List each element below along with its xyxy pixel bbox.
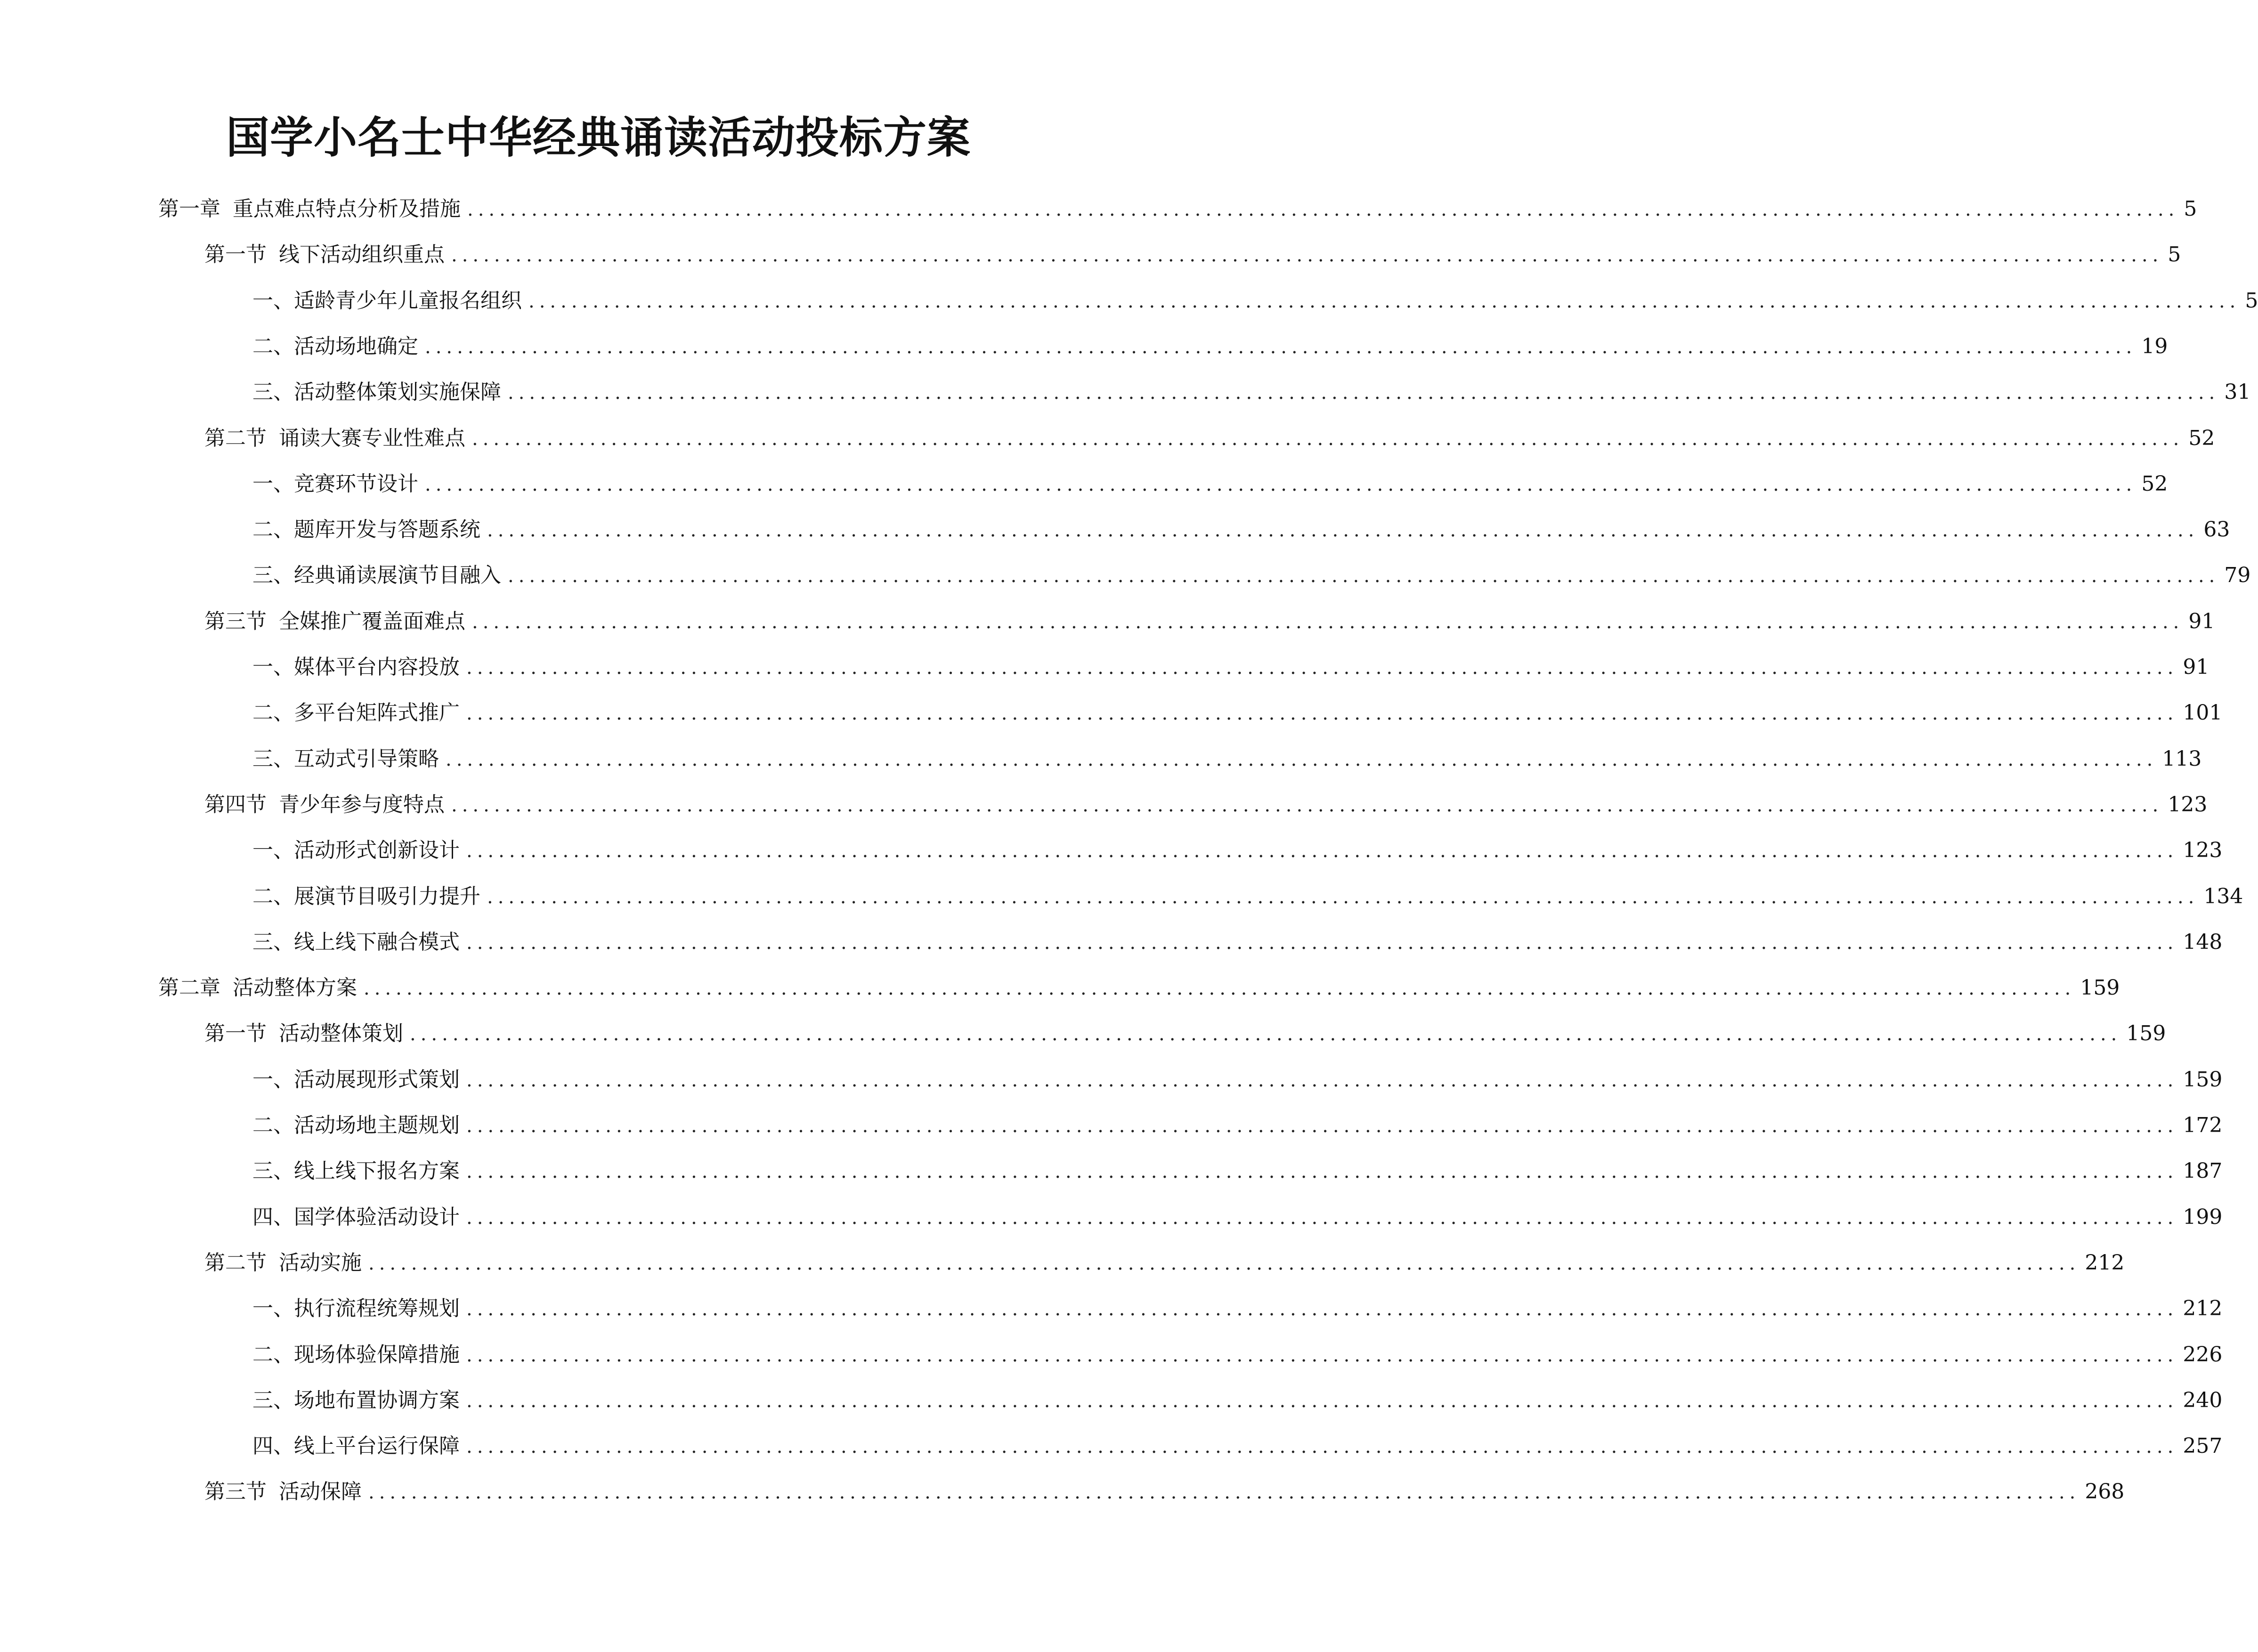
- toc-entry-page-number: 52: [2141, 471, 2168, 496]
- toc-entry-page-number: 123: [2168, 792, 2208, 817]
- toc-dot-leader: ................................................................................................................................................................: [364, 978, 2076, 1000]
- toc-entry[interactable]: [252, 328, 2168, 365]
- toc-entry-page-number: 5: [2245, 288, 2258, 313]
- toc-dot-leader: ................................................................................................................................................................: [425, 473, 2137, 495]
- toc-dot-leader: ................................................................................................................................................................: [508, 565, 2220, 587]
- toc-entry-number: 三、: [252, 930, 294, 954]
- toc-entry[interactable]: [204, 603, 2215, 640]
- toc-entry[interactable]: [252, 373, 2251, 411]
- toc-dot-leader: ................................................................................................................................................................: [528, 290, 2241, 312]
- toc-entry-title: 活动整体方案: [233, 976, 357, 1000]
- toc-dot-leader: ................................................................................................................................................................: [466, 1161, 2178, 1183]
- toc-entry[interactable]: [252, 694, 2223, 732]
- toc-entry[interactable]: [252, 832, 2223, 869]
- toc-entry-number: 三、: [252, 563, 294, 588]
- toc-entry-page-number: 101: [2183, 701, 2223, 725]
- toc-entry[interactable]: [252, 1427, 2223, 1465]
- toc-entry[interactable]: [252, 740, 2202, 778]
- toc-entry-title: 活动场地确定: [294, 334, 418, 358]
- toc-dot-leader: ................................................................................................................................................................: [451, 244, 2163, 267]
- toc-entry-title: 互动式引导策略: [294, 746, 439, 771]
- toc-entry-number: 四、: [252, 1205, 294, 1229]
- toc-dot-leader: ................................................................................................................................................................: [472, 611, 2184, 633]
- toc-entry-number: 四、: [252, 1434, 294, 1458]
- toc-entry-page-number: 199: [2183, 1205, 2223, 1229]
- toc-dot-leader: ................................................................................................................................................................: [425, 336, 2137, 358]
- toc-entry-number: 三、: [252, 1159, 294, 1183]
- toc-entry-page-number: 268: [2085, 1480, 2125, 1504]
- document-title: 国学小名士中华经典诵读活动投标方案: [226, 112, 971, 163]
- toc-dot-leader: ................................................................................................................................................................: [446, 748, 2158, 770]
- toc-entry-title: 青少年参与度特点: [279, 792, 445, 817]
- toc-dot-leader: ................................................................................................................................................................: [466, 703, 2178, 725]
- toc-entry-number: 三、: [252, 1388, 294, 1412]
- toc-entry-number: 二、: [252, 701, 294, 725]
- toc-dot-leader: ................................................................................................................................................................: [466, 1069, 2178, 1091]
- toc-entry-title: 活动整体策划: [279, 1021, 403, 1046]
- toc-entry[interactable]: [252, 511, 2230, 549]
- toc-entry-title: 现场体验保障措施: [294, 1342, 460, 1367]
- toc-entry-page-number: 113: [2162, 746, 2202, 771]
- toc-dot-leader: ................................................................................................................................................................: [508, 382, 2220, 404]
- toc-entry-number: 一、: [252, 1296, 294, 1321]
- toc-entry-number: 三、: [252, 380, 294, 405]
- toc-entry-number: 二、: [252, 518, 294, 542]
- toc-entry-number: 第三节: [204, 1480, 267, 1504]
- toc-dot-leader: ................................................................................................................................................................: [487, 519, 2199, 542]
- toc-entry[interactable]: [252, 878, 2243, 915]
- toc-entry[interactable]: [158, 969, 2120, 1007]
- toc-dot-leader: ................................................................................................................................................................: [466, 1390, 2178, 1412]
- toc-entry[interactable]: [204, 1015, 2166, 1053]
- toc-entry-number: 二、: [252, 884, 294, 908]
- toc-entry-title: 活动展现形式策划: [294, 1067, 460, 1092]
- toc-entry[interactable]: [158, 190, 2197, 228]
- toc-dot-leader: ................................................................................................................................................................: [467, 199, 2179, 220]
- toc-entry[interactable]: [252, 1061, 2223, 1099]
- toc-dot-leader: ................................................................................................................................................................: [466, 1344, 2178, 1366]
- toc-entry-number: 第一节: [204, 243, 267, 267]
- toc-entry-page-number: 172: [2183, 1113, 2223, 1137]
- toc-entry-title: 线上线下报名方案: [294, 1159, 460, 1183]
- toc-dot-leader: ................................................................................................................................................................: [466, 657, 2178, 679]
- toc-entry[interactable]: [252, 1290, 2223, 1328]
- toc-entry[interactable]: [204, 786, 2208, 824]
- toc-dot-leader: ................................................................................................................................................................: [466, 1115, 2178, 1137]
- toc-entry-title: 线下活动组织重点: [279, 243, 445, 267]
- toc-entry[interactable]: [252, 282, 2258, 320]
- toc-entry-page-number: 134: [2203, 884, 2243, 908]
- toc-entry-page-number: 31: [2224, 380, 2251, 405]
- toc-entry-title: 场地布置协调方案: [294, 1388, 460, 1412]
- toc-entry-page-number: 226: [2183, 1342, 2223, 1367]
- toc-dot-leader: ................................................................................................................................................................: [466, 1436, 2178, 1458]
- toc-entry-page-number: 91: [2183, 655, 2209, 679]
- toc-entry[interactable]: [252, 1199, 2223, 1236]
- toc-entry-title: 全媒推广覆盖面难点: [279, 609, 465, 633]
- toc-entry-page-number: 212: [2085, 1250, 2125, 1275]
- toc-entry-page-number: 240: [2183, 1388, 2223, 1412]
- toc-entry[interactable]: [204, 1473, 2125, 1511]
- toc-entry[interactable]: [252, 1336, 2223, 1374]
- toc-entry-title: 活动保障: [279, 1480, 362, 1504]
- toc-entry-title: 执行流程统筹规划: [294, 1296, 460, 1321]
- toc-entry-page-number: 123: [2183, 838, 2223, 863]
- toc-entry-title: 重点难点特点分析及措施: [233, 197, 461, 221]
- toc-entry-number: 三、: [252, 746, 294, 771]
- toc-entry-title: 适龄青少年儿童报名组织: [294, 288, 522, 313]
- toc-entry[interactable]: [204, 1244, 2125, 1282]
- toc-entry-number: 第二章: [158, 976, 220, 1000]
- toc-entry[interactable]: [252, 1152, 2223, 1190]
- toc-entry-number: 二、: [252, 334, 294, 358]
- toc-entry-number: 第四节: [204, 792, 267, 817]
- toc-entry-page-number: 5: [2184, 197, 2197, 221]
- toc-entry-page-number: 212: [2183, 1296, 2223, 1321]
- toc-entry[interactable]: [204, 236, 2181, 274]
- toc-entry-page-number: 91: [2188, 609, 2215, 633]
- toc-entry[interactable]: [252, 465, 2168, 503]
- toc-entry[interactable]: [252, 1107, 2223, 1144]
- toc-entry-title: 诵读大赛专业性难点: [279, 426, 465, 450]
- toc-entry-title: 国学体验活动设计: [294, 1205, 460, 1229]
- toc-entry-title: 活动整体策划实施保障: [294, 380, 501, 405]
- toc-entry-number: 一、: [252, 1067, 294, 1092]
- toc-entry-title: 经典诵读展演节目融入: [294, 563, 501, 588]
- toc-dot-leader: ................................................................................................................................................................: [368, 1482, 2080, 1504]
- toc-entry-title: 活动实施: [279, 1250, 362, 1275]
- toc-entry-title: 线上平台运行保障: [294, 1434, 460, 1458]
- toc-entry-page-number: 159: [2126, 1021, 2166, 1046]
- toc-entry-title: 活动形式创新设计: [294, 838, 460, 863]
- toc-entry-page-number: 52: [2188, 426, 2215, 450]
- toc-entry-number: 一、: [252, 655, 294, 679]
- toc-dot-leader: ................................................................................................................................................................: [472, 428, 2184, 450]
- toc-entry-page-number: 19: [2141, 334, 2168, 358]
- toc-dot-leader: ................................................................................................................................................................: [466, 1207, 2178, 1229]
- toc-entry-number: 第二节: [204, 1250, 267, 1275]
- toc-entry-number: 第三节: [204, 609, 267, 633]
- toc-entry-page-number: 159: [2183, 1067, 2223, 1092]
- toc-entry-title: 线上线下融合模式: [294, 930, 460, 954]
- toc-entry-page-number: 257: [2183, 1434, 2223, 1458]
- toc-entry-title: 活动场地主题规划: [294, 1113, 460, 1137]
- toc-entry-title: 题库开发与答题系统: [294, 518, 480, 542]
- toc-entry[interactable]: [252, 923, 2223, 961]
- toc-entry[interactable]: [252, 1382, 2223, 1419]
- toc-entry-page-number: 5: [2168, 243, 2181, 267]
- toc-entry-title: 媒体平台内容投放: [294, 655, 460, 679]
- toc-dot-leader: ................................................................................................................................................................: [368, 1252, 2080, 1274]
- toc-entry[interactable]: [252, 648, 2209, 686]
- toc-entry-title: 展演节目吸引力提升: [294, 884, 480, 908]
- toc-entry-number: 二、: [252, 1113, 294, 1137]
- toc-entry-page-number: 159: [2080, 976, 2120, 1000]
- toc-entry-page-number: 148: [2183, 930, 2223, 954]
- toc-dot-leader: ................................................................................................................................................................: [487, 886, 2199, 908]
- toc-entry[interactable]: [252, 557, 2251, 594]
- toc-entry-page-number: 187: [2183, 1159, 2223, 1183]
- toc-entry-number: 二、: [252, 1342, 294, 1367]
- toc-entry[interactable]: [204, 420, 2215, 457]
- toc-dot-leader: ................................................................................................................................................................: [466, 1298, 2178, 1320]
- toc-entry-number: 第一节: [204, 1021, 267, 1046]
- toc-dot-leader: ................................................................................................................................................................: [451, 794, 2163, 816]
- toc-entry-title: 多平台矩阵式推广: [294, 701, 460, 725]
- toc-entry-title: 竞赛环节设计: [294, 471, 418, 496]
- toc-entry-page-number: 79: [2224, 563, 2251, 588]
- toc-dot-leader: ................................................................................................................................................................: [466, 931, 2178, 954]
- toc-entry-number: 第二节: [204, 426, 267, 450]
- toc-entry-number: 一、: [252, 288, 294, 313]
- toc-entry-number: 第一章: [158, 197, 220, 221]
- toc-dot-leader: ................................................................................................................................................................: [466, 840, 2178, 862]
- toc-entry-number: 一、: [252, 471, 294, 496]
- toc-entry-page-number: 63: [2203, 518, 2230, 542]
- toc-entry-number: 一、: [252, 838, 294, 863]
- toc-dot-leader: ................................................................................................................................................................: [410, 1023, 2122, 1045]
